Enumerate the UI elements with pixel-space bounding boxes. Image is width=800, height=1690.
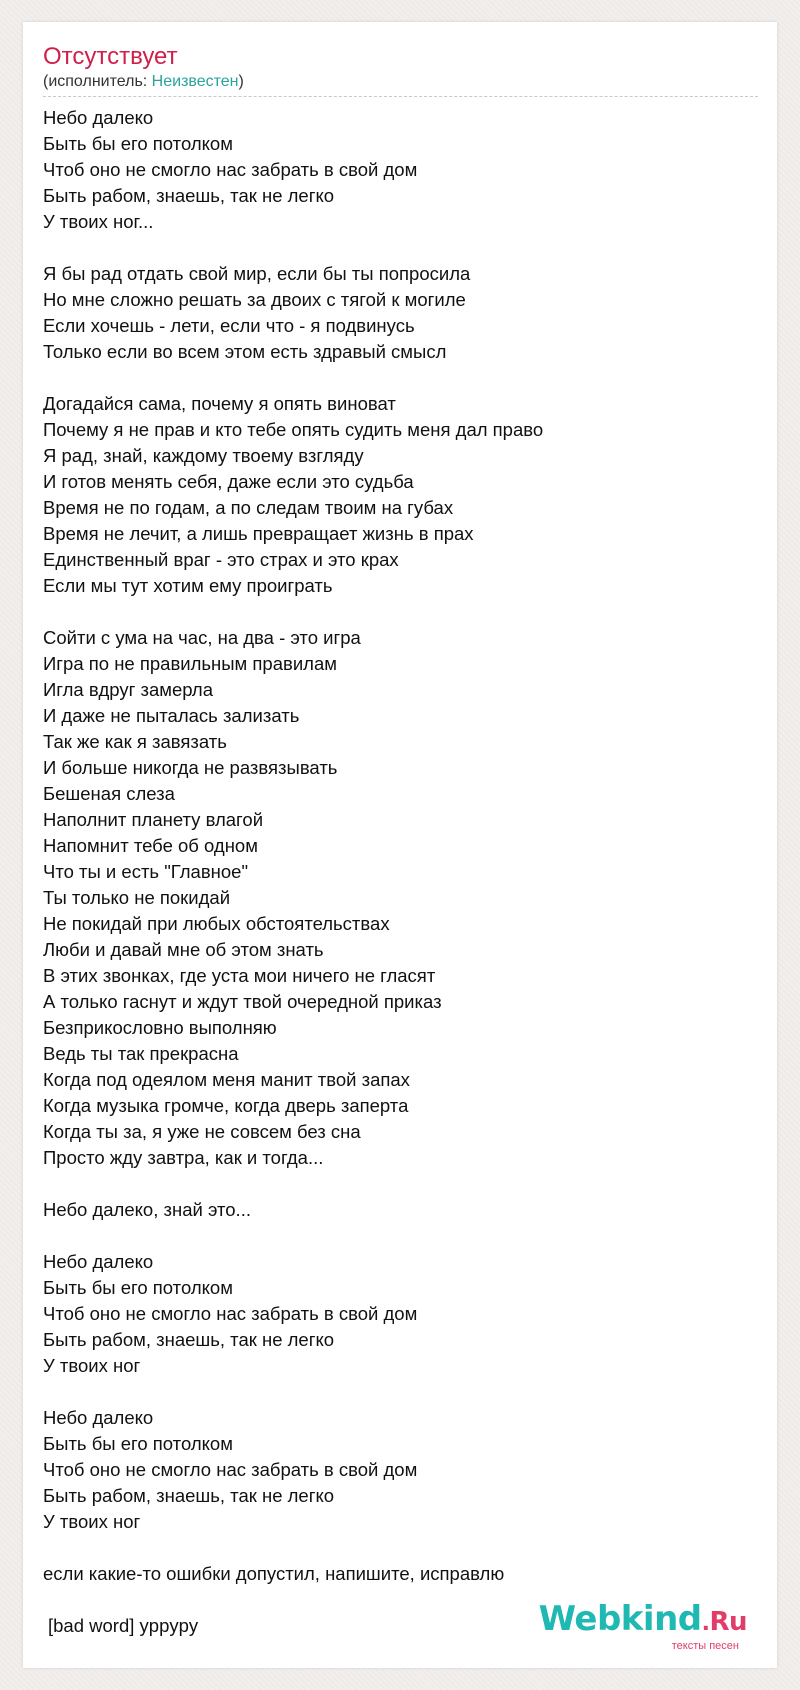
- stanza-gap: [43, 1223, 757, 1249]
- logo-subtitle: тексты песен: [671, 1640, 739, 1652]
- lyric-line: Игра по не правильным правилам: [43, 653, 337, 674]
- lyric-line: Я бы рад отдать свой мир, если бы ты попросила: [43, 263, 471, 284]
- lyric-line: Быть рабом, знаешь, так не легко: [43, 185, 335, 206]
- artist-suffix: ): [238, 73, 244, 90]
- lyric-line: Игла вдруг замерла: [43, 679, 214, 700]
- lyric-line: У твоих ног...: [43, 211, 154, 232]
- lyric-line: Небо далеко, знай это...: [43, 1199, 251, 1220]
- lyric-line: Чтоб оно не смогло нас забрать в свой дом: [43, 1303, 418, 1324]
- stanza-gap: [43, 599, 757, 625]
- footer-text: [bad word] ypрypу: [48, 1615, 199, 1636]
- stanza-gap: [43, 235, 757, 261]
- lyric-line: Если хочешь - лети, если что - я подвинусь: [43, 315, 415, 336]
- lyric-line: А только гаснут и ждут твой очередной приказ: [43, 991, 442, 1012]
- lyric-line: Быть бы его потолком: [43, 133, 233, 154]
- lyric-line: Быть рабом, знаешь, так не легко: [43, 1329, 335, 1350]
- stanza-gap: [43, 1379, 757, 1405]
- lyric-line: Быть рабом, знаешь, так не легко: [43, 1485, 335, 1506]
- lyric-line: Люби и давай мне об этом знать: [43, 939, 324, 960]
- artist-prefix: (исполнитель:: [43, 73, 152, 90]
- lyric-line: Догадайся сама, почему я опять виноват: [43, 393, 396, 414]
- lyric-line: Быть бы его потолком: [43, 1277, 233, 1298]
- lyric-line: Сойти с ума на час, на два - это игра: [43, 627, 361, 648]
- lyric-line: Безприкословно выполняю: [43, 1017, 277, 1038]
- logo-dot: .: [701, 1611, 710, 1636]
- lyric-line: Чтоб оно не смогло нас забрать в свой дом: [43, 159, 418, 180]
- artist-link[interactable]: Неизвестен: [151, 73, 239, 90]
- lyric-line: Напомнит тебе об одном: [43, 835, 258, 856]
- lyric-line: Наполнит планету влагой: [43, 809, 264, 830]
- lyric-line: В этих звонках, где уста мои ничего не гласят: [43, 965, 436, 986]
- lyric-line: Что ты и есть "Главное": [43, 861, 249, 882]
- lyric-line: Если мы тут хотим ему проиграть: [43, 575, 333, 596]
- lyric-line: Только если во всем этом есть здравый смысл: [43, 341, 447, 362]
- lyric-line: Единственный враг - это страх и это крах: [43, 549, 399, 570]
- lyric-line: Небо далеко: [43, 1407, 154, 1428]
- lyric-line: Ты только не покидай: [43, 887, 231, 908]
- lyric-line: Бешеная слеза: [43, 783, 175, 804]
- logo-wordmark: [539, 1601, 747, 1642]
- lyric-line: Небо далеко: [43, 1251, 154, 1272]
- lyric-line: У твоих ног: [43, 1355, 141, 1376]
- stanza-gap: [43, 365, 757, 391]
- lyric-line: Время не лечит, а лишь превращает жизнь в прах: [43, 523, 474, 544]
- lyric-line: Но мне сложно решать за двоих с тягой к могиле: [43, 289, 466, 310]
- lyric-line: Не покидай при любых обстоятельствах: [43, 913, 390, 934]
- lyrics-body: [43, 105, 757, 1535]
- lyric-line: Так же как я завязать: [43, 731, 227, 752]
- lyric-line: Небо далеко: [43, 107, 154, 128]
- stanza-gap: [43, 1171, 757, 1197]
- lyric-line: Почему я не прав и кто тебе опять судить меня дал право: [43, 419, 544, 440]
- logo-tld: Ru: [709, 1607, 747, 1637]
- webkind-logo[interactable]: [539, 1601, 747, 1652]
- artist-line: [43, 72, 758, 97]
- lyric-line: Чтоб оно не смогло нас забрать в свой дом: [43, 1459, 418, 1480]
- lyric-line: Просто жду завтра, как и тогда...: [43, 1147, 324, 1168]
- lyric-line: И готов менять себя, даже если это судьба: [43, 471, 414, 492]
- lyric-line: Когда под одеялом меня манит твой запах: [43, 1069, 410, 1090]
- lyric-line: И больше никогда не развязывать: [43, 757, 338, 778]
- lyric-line: Я рад, знай, каждому твоему взгляду: [43, 445, 364, 466]
- lyric-line: Ведь ты так прекрасна: [43, 1043, 239, 1064]
- lyric-line: Когда музыка громче, когда дверь заперта: [43, 1095, 409, 1116]
- lyric-line: Когда ты за, я уже не совсем без сна: [43, 1121, 361, 1142]
- author-note: если какие-то ошибки допустил, напишите, исправлю: [43, 1563, 505, 1584]
- lyric-line: И даже не пыталась зализать: [43, 705, 300, 726]
- lyrics-card: [23, 22, 777, 1668]
- song-title: Отсутствует: [43, 43, 178, 70]
- lyric-line: Время не по годам, а по следам твоим на губах: [43, 497, 454, 518]
- lyric-line: У твоих ног: [43, 1511, 141, 1532]
- lyric-line: Быть бы его потолком: [43, 1433, 233, 1454]
- logo-main-text: Webkind: [538, 1599, 702, 1639]
